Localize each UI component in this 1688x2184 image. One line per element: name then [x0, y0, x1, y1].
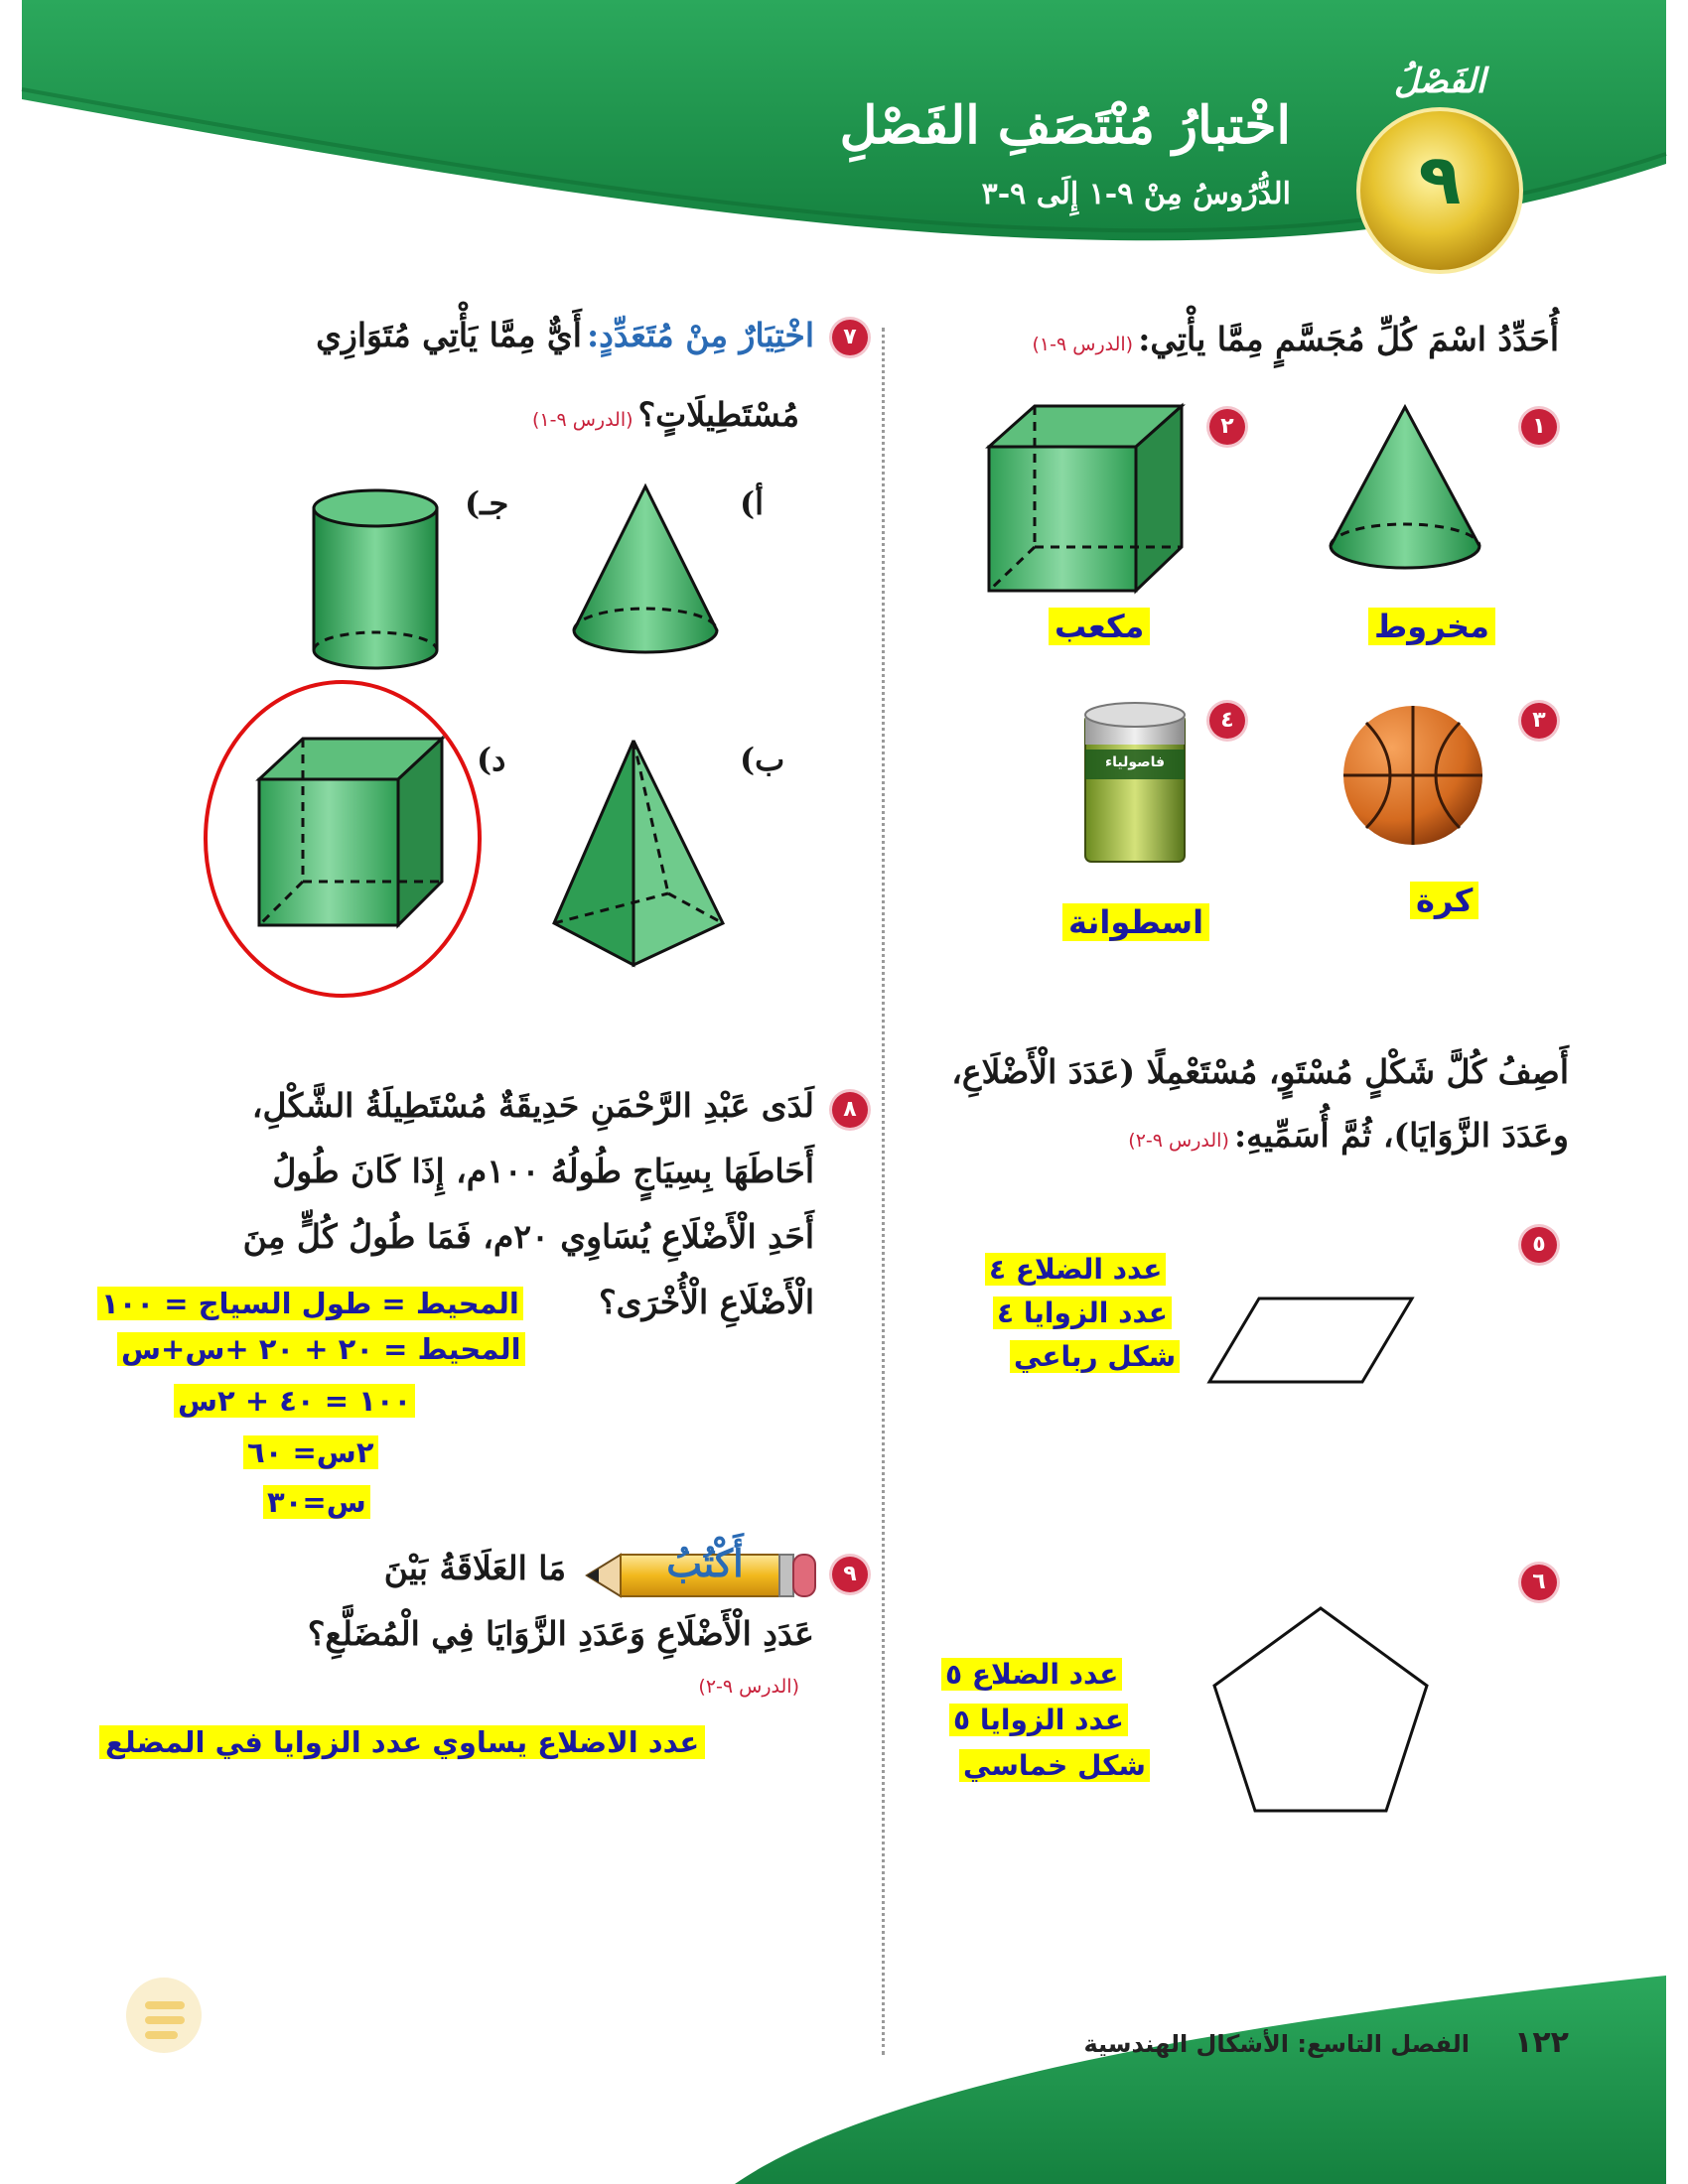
- item6-line2: عدد الزوايا ٥: [949, 1704, 1128, 1736]
- q7-text-line2: مُسْتَطِيلَاتٍ؟: [637, 395, 799, 434]
- lesson-ref: (الدرس ٩-٢): [698, 1676, 799, 1698]
- q9-answer: عدد الاضلاع يساوي عدد الزوايا في المضلع: [99, 1725, 705, 1759]
- footer-page-number: ١٢٢: [1514, 2025, 1569, 2060]
- option-a-cone: [566, 481, 725, 660]
- lesson-ref: (الدرس ٩-١): [531, 409, 633, 431]
- q7-line2: [199, 395, 799, 434]
- item-number: ٢: [1209, 409, 1245, 445]
- item5-line2: عدد الزوايا ٤: [993, 1297, 1172, 1329]
- answer-ball: كرة: [1410, 882, 1478, 919]
- item6-line1: عدد الضلاع ٥: [941, 1658, 1122, 1691]
- q7-text-line1: أَيٌّ مِمَّا يَأْتِي مُتَوَازِي: [316, 316, 582, 354]
- q9-line1: مَا العَلَاقَةُ بَيْنَ: [383, 1549, 566, 1587]
- question-number: ٧: [832, 320, 868, 355]
- page-subtitle: الدُّرُوسُ مِنْ ٩-١ إِلَى ٩-٣: [981, 177, 1291, 211]
- option-b-label: ب): [740, 741, 785, 778]
- item5-line3: شكل رباعي: [1010, 1340, 1180, 1373]
- item-number: ٤: [1209, 703, 1245, 739]
- parallelogram-shape: [1201, 1291, 1420, 1390]
- answer-cube: مكعب: [1049, 608, 1150, 645]
- chapter-label: الفَصْلُ: [1393, 62, 1486, 101]
- item-number: ٥: [1521, 1227, 1557, 1263]
- q7-heading: اخْتِيَارٌ مِنْ مُتَعَدِّدٍ:: [586, 316, 814, 354]
- can-label: فاصولياء: [1104, 754, 1166, 770]
- option-b-pyramid: [544, 735, 733, 973]
- shapes-instruction-line2: وعَدَدَ الزَّوَايَا)، ثُمَّ أُسَمِّيهِ:: [1233, 1116, 1569, 1155]
- shapes-instruction-line1: أَصِفُ كُلَّ شَكْلٍ مُسْتَوٍ، مُسْتَعْمِلًا (عَدَدَ الْأَضْلَاعِ،: [951, 1052, 1569, 1091]
- solids-instruction-text: أُحَدِّدُ اسْمَ كُلِّ مُجَسَّمٍ مِمَّا يأْتِي:: [1138, 320, 1559, 358]
- q8-solution-line2: المحيط = ٢٠ + ٢٠ +س+س: [117, 1332, 525, 1366]
- question-number: ٨: [832, 1092, 868, 1128]
- item5-line1: عدد الضلاع ٤: [985, 1253, 1166, 1286]
- option-a-label: أ): [740, 484, 765, 522]
- item6-line3: شكل خماسي: [959, 1749, 1150, 1782]
- option-c-label: جـ): [465, 484, 509, 522]
- page-title: اخْتبارُ مُنْتَصَفِ الفَصْلِ: [839, 95, 1291, 156]
- question-number: ٩: [832, 1557, 868, 1592]
- footer: [894, 2025, 1569, 2060]
- lesson-ref: (الدرس ٩-٢): [1128, 1130, 1229, 1152]
- option-c-cylinder: [306, 486, 445, 675]
- q8-solution-line4: ٢س= ٦٠: [243, 1435, 378, 1469]
- basketball-image: [1338, 701, 1487, 850]
- pencil-label: أَكْتُبُ: [666, 1541, 744, 1585]
- option-d-label: د): [477, 741, 506, 778]
- shapes-instruction-line2-wrap: [923, 1116, 1569, 1155]
- footer-chapter-text: الفصل التاسع: الأشكال الهندسية: [1083, 2030, 1470, 2058]
- solids-instruction: [923, 320, 1559, 358]
- q8-line2: أَحَاطَهَا بِسِيَاجٍ طُولُهُ ١٠٠م، إِذَا كَانَ طُولُ: [272, 1152, 814, 1190]
- q8-solution-line3: ١٠٠ = ٤٠ + ٢س: [174, 1384, 415, 1418]
- q9-line2: عَدَدِ الْأَضْلَاعِ وَعَدَدِ الزَّوَايَا فِي الْمُضَلَّعِ؟: [307, 1614, 814, 1653]
- q8-line3: أَحَدِ الْأَضْلَاعِ يُسَاوِي ٢٠م، فَمَا طُولُ كُلٍّ مِنَ: [242, 1217, 814, 1256]
- answer-cone: مخروط: [1368, 608, 1495, 645]
- cube-shape: [983, 402, 1192, 601]
- pentagon-shape: [1206, 1600, 1435, 1819]
- item-number: ٣: [1521, 703, 1557, 739]
- q7-line1: [199, 316, 814, 354]
- q8-solution-line5: س=٣٠: [263, 1485, 370, 1519]
- item-number: ٦: [1521, 1565, 1557, 1600]
- lesson-ref: (الدرس ٩-١): [1032, 334, 1134, 355]
- chapter-number: ٩: [1418, 139, 1462, 220]
- q8-line1: لَدَى عَبْدِ الرَّحْمَنِ حَدِيقَةٌ مُسْتَطِيلَةُ الشَّكْلِ،: [251, 1086, 814, 1125]
- column-divider: [882, 328, 885, 2055]
- answer-circle-mark: [199, 675, 487, 1003]
- item-number: ١: [1521, 409, 1557, 445]
- bean-can-image: [1080, 695, 1190, 874]
- answer-can: اسطوانة: [1062, 903, 1209, 941]
- footer-wave: [0, 1956, 1688, 2184]
- cone-shape: [1321, 402, 1489, 581]
- q8-line4: الْأَضْلَاعِ الْأُخْرَى؟: [599, 1283, 814, 1321]
- q8-solution-line1: المحيط = طول السياج = ١٠٠: [97, 1287, 523, 1320]
